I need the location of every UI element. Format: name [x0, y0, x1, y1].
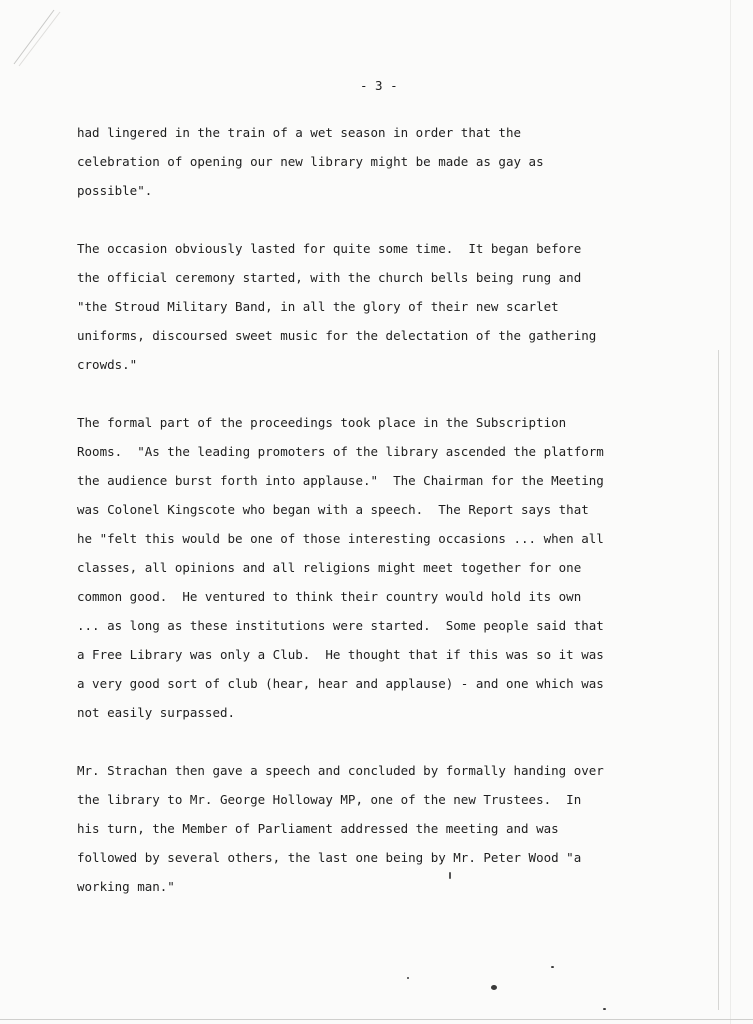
page-edge-shadow — [718, 350, 719, 1010]
scan-edge — [730, 0, 731, 1024]
text-line: Mr. Strachan then gave a speech and concluded by formally handing over — [77, 763, 604, 778]
text-line: a Free Library was only a Club. He thought that if this was so it was — [77, 647, 604, 662]
text-line: had lingered in the train of a wet season in order that the — [77, 125, 522, 140]
text-line: The formal part of the proceedings took place in the Subscription — [77, 415, 567, 430]
text-line: a very good sort of club (hear, hear and applause) - and one which was — [77, 676, 604, 691]
scan-speck — [551, 966, 554, 968]
text-line: the library to Mr. George Holloway MP, one of the new Trustees. In — [77, 792, 582, 807]
text-line: followed by several others, the last one being by Mr. Peter Wood "a — [77, 850, 582, 865]
text-line: common good. He ventured to think their country would hold its own — [77, 589, 582, 604]
text-line: crowds." — [77, 357, 138, 372]
text-line: uniforms, discoursed sweet music for the delectation of the gathering — [77, 328, 597, 343]
text-line: was Colonel Kingscote who began with a speech. The Report says that — [77, 502, 589, 517]
scan-speck — [449, 872, 451, 879]
page-number: - 3 - — [360, 78, 398, 93]
scan-speck — [491, 985, 497, 990]
text-line: possible". — [77, 183, 153, 198]
text-line: "the Stroud Military Band, in all the glory of their new scarlet — [77, 299, 559, 314]
paragraph-3 — [77, 408, 697, 727]
text-line: classes, all opinions and all religions might meet together for one — [77, 560, 582, 575]
text-line: working man." — [77, 879, 175, 894]
text-line: the official ceremony started, with the church bells being rung and — [77, 270, 582, 285]
scan-speck — [603, 1008, 606, 1010]
paragraph-2 — [77, 234, 697, 379]
paragraph-1 — [77, 118, 697, 205]
scan-bottom-edge — [0, 1019, 753, 1020]
text-line: The occasion obviously lasted for quite some time. It began before — [77, 241, 582, 256]
text-line: the audience burst forth into applause." The Chairman for the Meeting — [77, 473, 604, 488]
text-line: not easily surpassed. — [77, 705, 236, 720]
text-line: he "felt this would be one of those interesting occasions ... when all — [77, 531, 604, 546]
scan-speck — [407, 977, 409, 979]
body-text — [77, 118, 697, 930]
text-line: his turn, the Member of Parliament addressed the meeting and was — [77, 821, 559, 836]
text-line: ... as long as these institutions were started. Some people said that — [77, 618, 604, 633]
fold-mark — [10, 8, 70, 68]
paragraph-4 — [77, 756, 697, 901]
text-line: celebration of opening our new library might be made as gay as — [77, 154, 544, 169]
text-line: Rooms. "As the leading promoters of the library ascended the platform — [77, 444, 604, 459]
